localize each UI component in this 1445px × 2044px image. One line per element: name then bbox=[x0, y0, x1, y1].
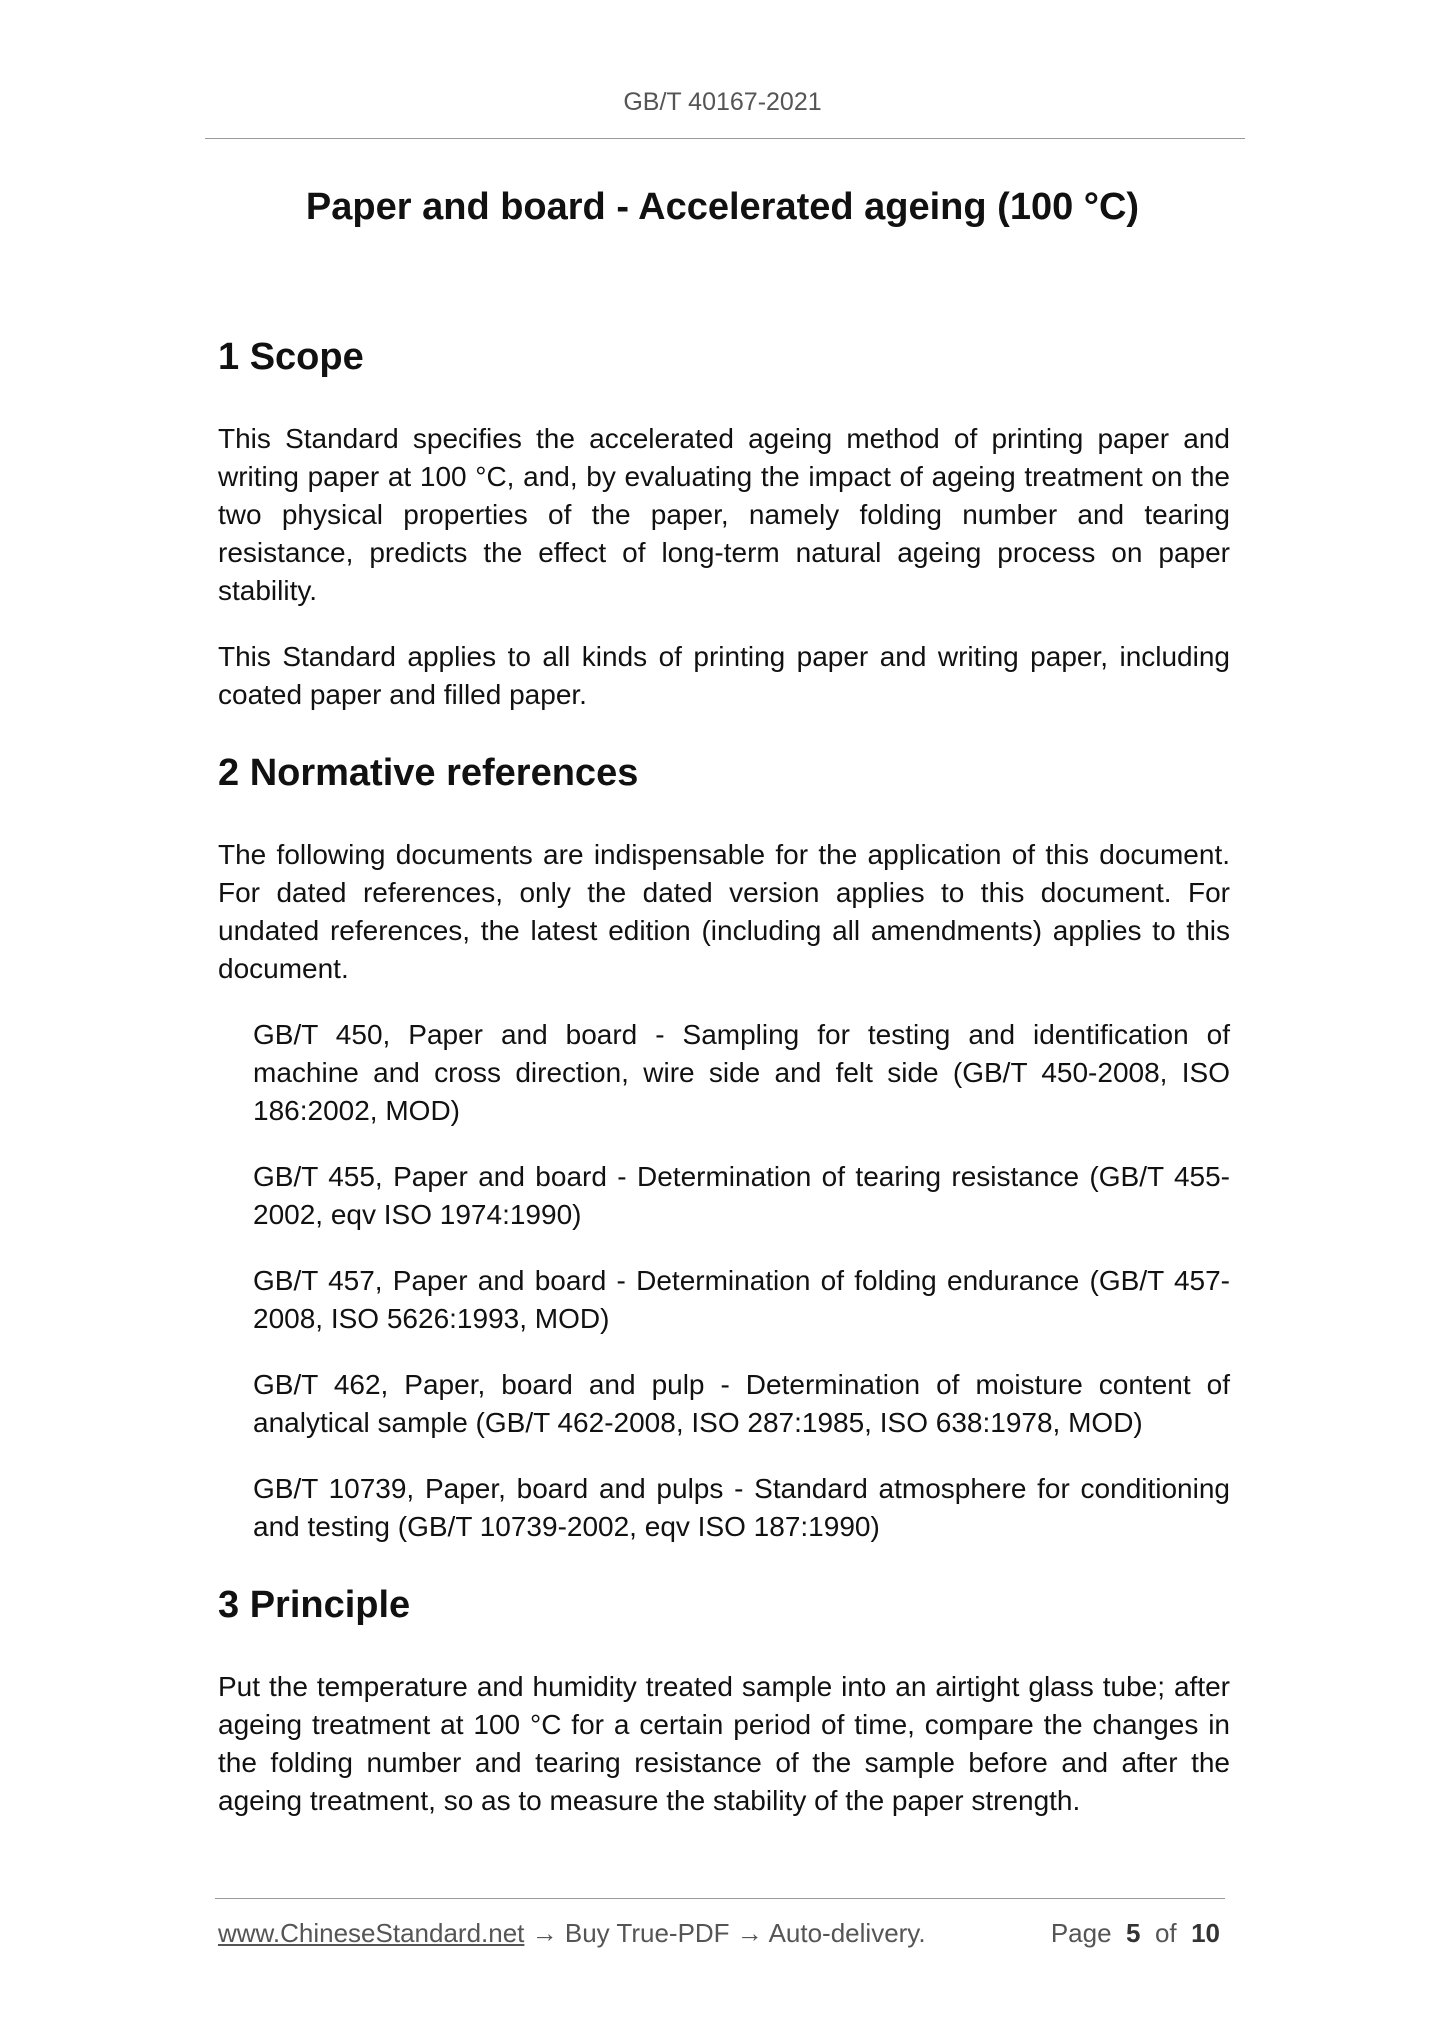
section-heading-scope: 1 Scope bbox=[218, 336, 364, 378]
reference-item-gbt-450: GB/T 450, Paper and board - Sampling for testing and identification of machine and cross direction, wire side and felt side (GB/T 450-2008, ISO 186:2002, MOD) bbox=[253, 1019, 1230, 1126]
reference-item-gbt-455: GB/T 455, Paper and board - Determination of tearing resistance (GB/T 455-2002, eqv ISO 1974:1990) bbox=[253, 1161, 1230, 1230]
current-page-number: 5 bbox=[1126, 1918, 1141, 1948]
document-code-header: GB/T 40167-2021 bbox=[623, 88, 822, 116]
section-heading-normative-references: 2 Normative references bbox=[218, 752, 639, 794]
page-label: Page bbox=[1050, 1918, 1112, 1948]
document-body bbox=[218, 330, 1230, 1820]
footer-divider bbox=[215, 1898, 1225, 1899]
principle-paragraph: Put the temperature and humidity treated sample into an airtight glass tube; after ageing treatment at 100 °C for a certain period of time, compare the changes in the folding number and tearing resistance of the sample before and after the ageing treatment, so as to measure the stability of the paper strength. bbox=[218, 1671, 1230, 1816]
page-indicator bbox=[1051, 1918, 1220, 1949]
chinesestandard-link[interactable]: www.ChineseStandard.net bbox=[218, 1918, 525, 1948]
reference-item-gbt-10739: GB/T 10739, Paper, board and pulps - Standard atmosphere for conditioning and testing (GB/T 10739-2002, eqv ISO 187:1990) bbox=[253, 1473, 1230, 1542]
reference-item-gbt-462: GB/T 462, Paper, board and pulp - Determination of moisture content of analytical sample (GB/T 462-2008, ISO 287:1985, ISO 638:1978, MOD) bbox=[253, 1369, 1230, 1438]
scope-paragraph-2: This Standard applies to all kinds of printing paper and writing paper, including coated paper and filled paper. bbox=[218, 641, 1230, 710]
footer-tagline: → Buy True-PDF → Auto-delivery. bbox=[524, 1918, 926, 1948]
of-label: of bbox=[1154, 1918, 1177, 1948]
footer-promo bbox=[218, 1918, 926, 1949]
section-heading-principle: 3 Principle bbox=[218, 1584, 411, 1626]
header-divider bbox=[205, 138, 1245, 139]
total-pages-number: 10 bbox=[1191, 1918, 1220, 1948]
document-title: Paper and board - Accelerated ageing (100 °C) bbox=[305, 186, 1140, 228]
scope-paragraph-1: This Standard specifies the accelerated ageing method of printing paper and writing paper at 100 °C, and, by evaluating the impact of ageing treatment on the two physical properties of the paper, namely folding number and tearing resistance, predicts the effect of long-term natural ageing process on paper stability. bbox=[218, 423, 1230, 606]
normative-intro-paragraph: The following documents are indispensable for the application of this document. For dated references, only the dated version applies to this document. For undated references, the latest edition (including all amendments) applies to this document. bbox=[218, 839, 1230, 984]
reference-item-gbt-457: GB/T 457, Paper and board - Determination of folding endurance (GB/T 457-2008, ISO 5626:1993, MOD) bbox=[253, 1265, 1230, 1334]
